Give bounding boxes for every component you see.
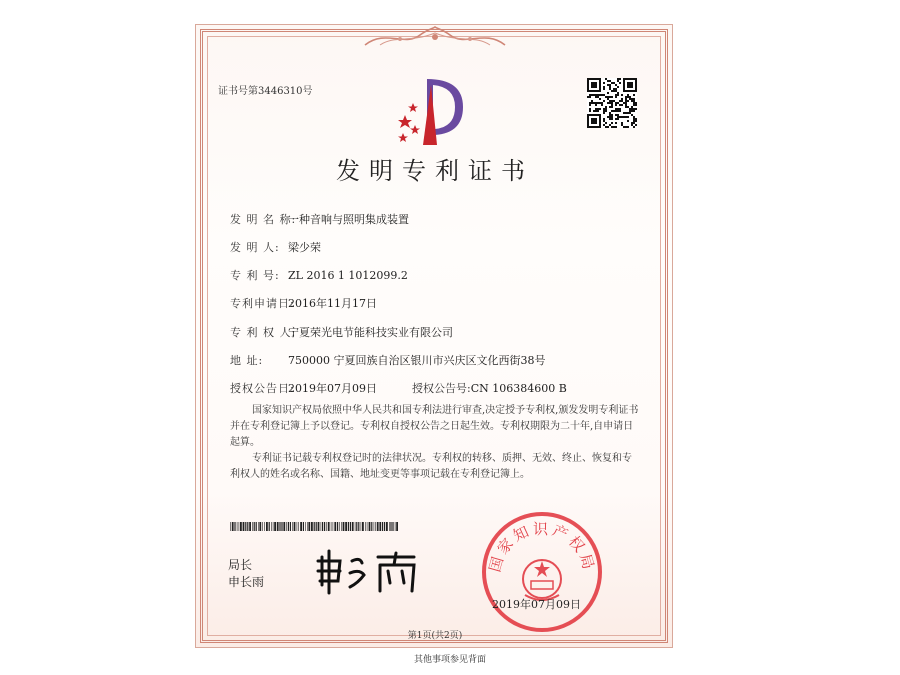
- certificate-number: 证书号第3446310号: [218, 86, 313, 97]
- field-invention-name: 发 明 名 称:一种音响与照明集成装置: [230, 213, 409, 226]
- legal-status-paragraph: 专利证书记载专利权登记时的法律状况。专利权的转移、质押、无效、终止、恢复和专利权人的姓名或名称、国籍、地址变更等事项记载在专利登记簿上。: [230, 453, 632, 480]
- field-patentee: 专 利 权 人:宁夏荣光电节能科技实业有限公司: [230, 326, 453, 339]
- qr-code: [587, 78, 637, 128]
- back-note: 其他事项参见背面: [413, 655, 486, 665]
- field-patent-number: 专 利 号: ZL 2016 1 1012099.2: [230, 269, 408, 282]
- signature: [314, 547, 424, 595]
- field-address: 地 址: 750000 宁夏回族自治区银川市兴庆区文化西街38号: [230, 354, 546, 367]
- official-seal: [479, 509, 605, 635]
- top-ornament: [360, 25, 510, 49]
- seal-date: 2019年07月09日: [492, 598, 581, 611]
- certificate-title: 发明专利证书: [336, 157, 534, 185]
- field-application-date: 专利申请日:2016年11月17日: [230, 297, 377, 310]
- chief-name: 申长雨: [228, 575, 265, 589]
- chief-title: 局长: [228, 558, 253, 572]
- seal-text: 国家知识产权局: [485, 519, 599, 575]
- field-announcement: 授权公告日:2019年07月09日 授权公告号:CN 106384600 B: [230, 382, 567, 395]
- barcode: [230, 522, 400, 531]
- field-inventor: 发 明 人: 梁少荣: [230, 241, 321, 254]
- grant-paragraph: 国家知识产权局依照中华人民共和国专利法进行审查,决定授予专利权,颁发发明专利证书并在专利登记簿上予以登记。专利权自授权公告之日起生效。专利权期限为二十年,自申请日起算。: [230, 405, 639, 448]
- page-indicator: 第1页(共2页): [407, 631, 463, 641]
- patent-certificate: [195, 24, 673, 648]
- patent-office-logo: [397, 71, 467, 155]
